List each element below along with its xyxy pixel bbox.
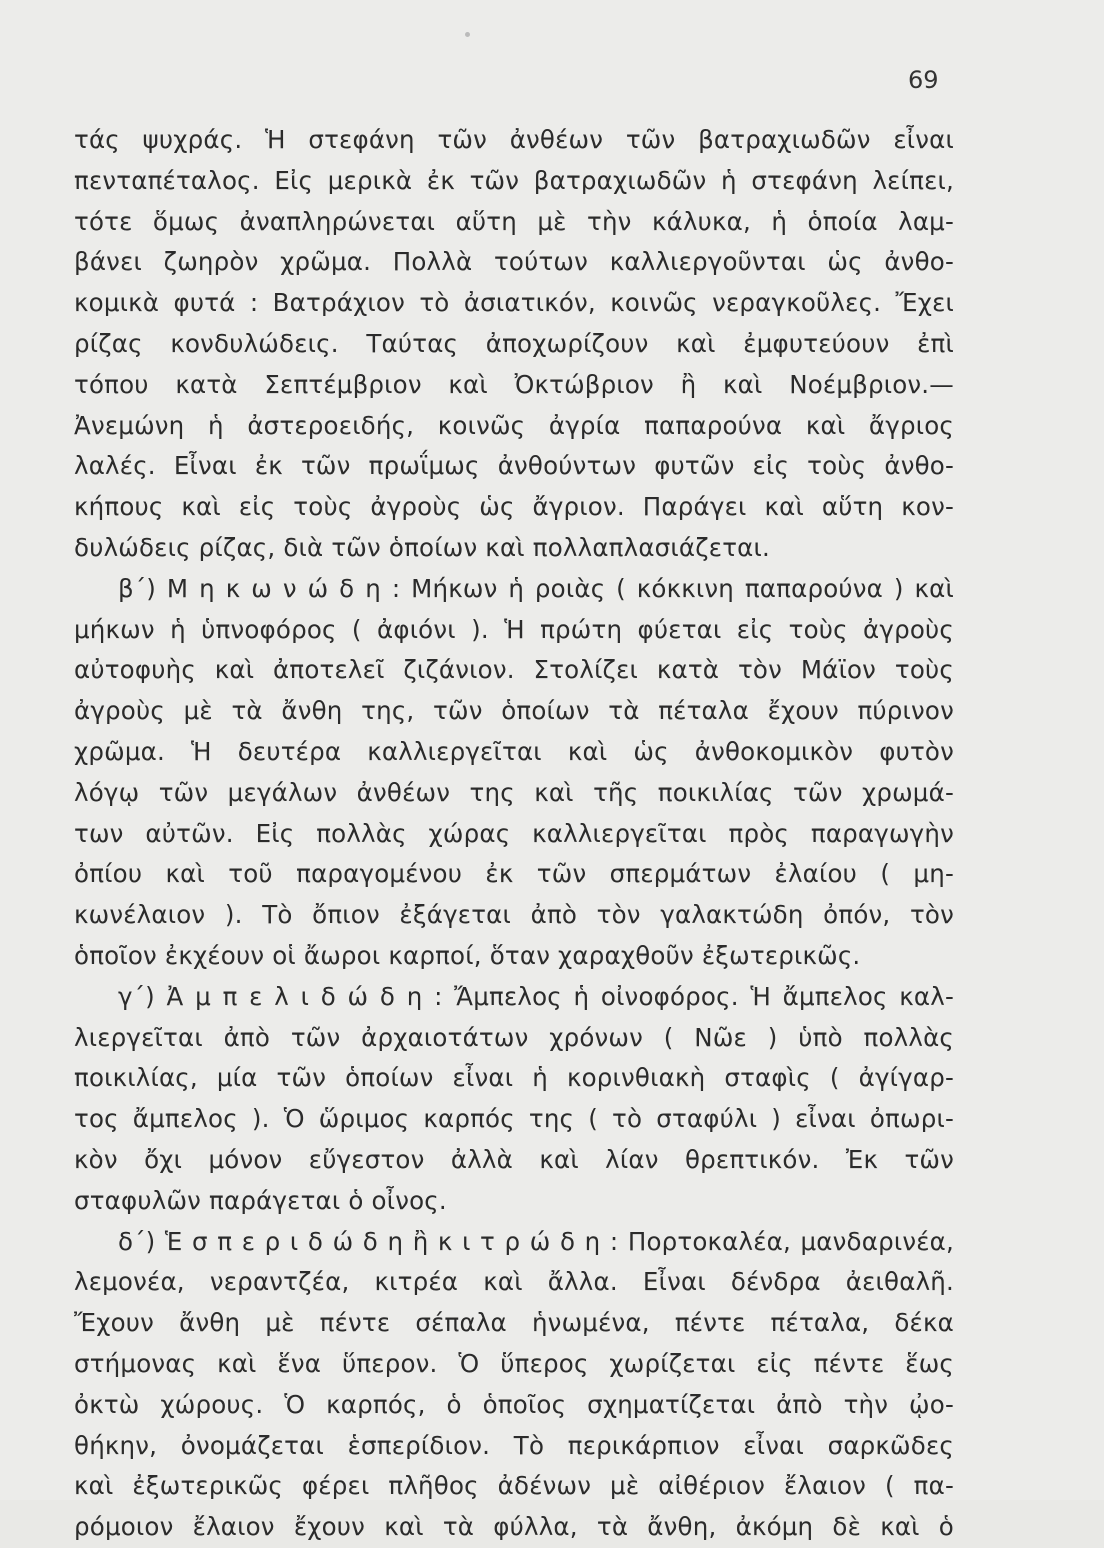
text-line: ὁποῖον ἐκχέουν οἱ ἄωροι καρποί, ὅταν χαραχθοῦν ἐξωτερικῶς. [74, 940, 861, 970]
text-line: λαλές. Εἶναι ἐκ τῶν πρωΐμως ἀνθούντων φυτῶν εἰς τοὺς ἀνθο- [74, 451, 954, 481]
text-line: αὐτοφυὴς καὶ ἀποτελεῖ ζιζάνιον. Στολίζει κατὰ τὸν Μάϊον τοὺς [74, 655, 954, 685]
text-line: σταφυλῶν παράγεται ὁ οἶνος. [74, 1185, 447, 1215]
body-text [74, 120, 954, 1548]
text-line: βάνει ζωηρὸν χρῶμα. Πολλὰ τούτων καλλιεργοῦνται ὡς ἀνθο- [74, 247, 954, 277]
text-line: λιεργεῖται ἀπὸ τῶν ἀρχαιοτάτων χρόνων ( Νῶε ) ὑπὸ πολλὰς [74, 1022, 954, 1052]
text-line: λεμονέα, νεραντζέα, κιτρέα καὶ ἄλλα. Εἶναι δένδρα ἀειθαλῆ. [74, 1267, 954, 1297]
scan-speck [465, 32, 470, 37]
text-line: δυλώδεις ρίζας, διὰ τῶν ὁποίων καὶ πολλαπλασιάζεται. [74, 532, 770, 562]
text-line: κήπους καὶ εἰς τοὺς ἀγροὺς ὡς ἄγριον. Παράγει καὶ αὕτη κον- [74, 492, 954, 522]
section-heading-beta: β΄) Μ η κ ω ν ώ δ η : Μήκων ἡ ροιὰς ( κόκκινη παπαρούνα ) καὶ [118, 573, 954, 603]
text-line: κὸν ὄχι μόνον εὔγεστον ἀλλὰ καὶ λίαν θρεπτικόν. Ἐκ τῶν [74, 1144, 954, 1174]
text-line: τόπου κατὰ Σεπτέμβριον καὶ Ὀκτώβριον ἢ καὶ Νοέμβριον.— [74, 369, 954, 399]
text-line: ἀγροὺς μὲ τὰ ἄνθη της, τῶν ὁποίων τὰ πέταλα ἔχουν πύρινον [74, 696, 954, 726]
text-line: ρόμοιον ἔλαιον ἔχουν καὶ τὰ φύλλα, τὰ ἄνθη, ἀκόμη δὲ καὶ ὁ [74, 1512, 954, 1542]
text-line: χρῶμα. Ἡ δευτέρα καλλιεργεῖται καὶ ὡς ἀνθοκομικὸν φυτὸν [74, 736, 954, 766]
page-number: 69 [908, 66, 939, 94]
text-line: λόγῳ τῶν μεγάλων ἀνθέων της καὶ τῆς ποικιλίας τῶν χρωμά- [74, 777, 954, 807]
text-line: Ἔχουν ἄνθη μὲ πέντε σέπαλα ἡνωμένα, πέντε πέταλα, δέκα [74, 1308, 954, 1338]
text-line: ὀπίου καὶ τοῦ παραγομένου ἐκ τῶν σπερμάτων ἐλαίου ( μη- [74, 859, 954, 889]
section-heading-delta: δ΄) Ἑ σ π ε ρ ι δ ώ δ η ἢ κ ι τ ρ ώ δ η : Πορτοκαλέα, μανδαρινέα, [118, 1226, 954, 1256]
text-line: ποικιλίας, μία τῶν ὁποίων εἶναι ἡ κορινθιακὴ σταφὶς ( ἀγίγαρ- [74, 1063, 954, 1093]
text-line: μήκων ἡ ὑπνοφόρος ( ἀφιόνι ). Ἡ πρώτη φύεται εἰς τοὺς ἀγροὺς [74, 614, 954, 644]
text-line: καὶ ἐξωτερικῶς φέρει πλῆθος ἀδένων μὲ αἰθέριον ἔλαιον ( πα- [74, 1471, 954, 1501]
text-line: ὀκτὼ χώρους. Ὁ καρπός, ὁ ὁποῖος σχηματίζεται ἀπὸ τὴν ᾠο- [74, 1389, 954, 1419]
text-line: τος ἄμπελος ). Ὁ ὥριμος καρπός της ( τὸ σταφύλι ) εἶναι ὀπωρι- [74, 1104, 954, 1134]
section-heading-gamma: γ΄) Ἀ μ π ε λ ι δ ώ δ η : Ἄμπελος ἡ οἰνοφόρος. Ἡ ἄμπελος καλ- [118, 981, 954, 1011]
text-line: κομικὰ φυτά : Βατράχιον τὸ ἀσιατικόν, κοινῶς νεραγκοῦλες. Ἔχει [74, 288, 954, 318]
text-line: τότε ὅμως ἀναπληρώνεται αὕτη μὲ τὴν κάλυκα, ἡ ὁποία λαμ- [74, 206, 954, 236]
text-line: κωνέλαιον ). Τὸ ὄπιον ἐξάγεται ἀπὸ τὸν γαλακτώδη ὀπόν, τὸν [74, 900, 954, 930]
text-line: των αὐτῶν. Εἰς πολλὰς χώρας καλλιεργεῖται πρὸς παραγωγὴν [74, 818, 954, 848]
text-line: ρίζας κονδυλώδεις. Ταύτας ἀποχωρίζουν καὶ ἐμφυτεύουν ἐπὶ [74, 328, 954, 358]
text-line: Ἀνεμώνη ἡ ἀστεροειδής, κοινῶς ἀγρία παπαρούνα καὶ ἄγριος [74, 410, 954, 440]
text-line: πενταπέταλος. Εἰς μερικὰ ἐκ τῶν βατραχιωδῶν ἡ στεφάνη λείπει, [74, 165, 954, 195]
text-line: στήμονας καὶ ἕνα ὕπερον. Ὁ ὕπερος χωρίζεται εἰς πέντε ἕως [74, 1348, 954, 1378]
text-line: τάς ψυχράς. Ἡ στεφάνη τῶν ἀνθέων τῶν βατραχιωδῶν εἶναι [74, 125, 954, 154]
text-line: θήκην, ὀνομάζεται ἑσπερίδιον. Τὸ περικάρπιον εἶναι σαρκῶδες [74, 1430, 954, 1460]
